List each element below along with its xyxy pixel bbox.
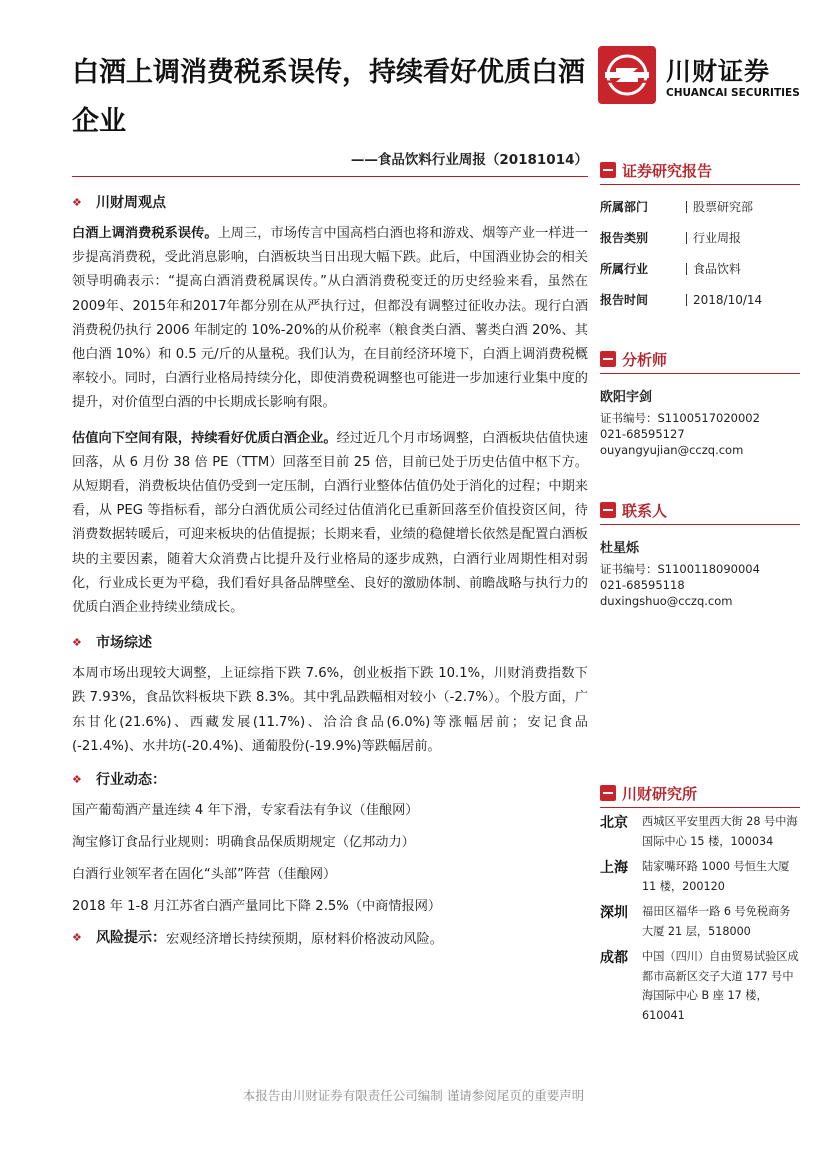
sidebar <box>600 158 800 1025</box>
contact-heading: 联系人 <box>600 498 800 522</box>
contact-name: 杜星烁 <box>600 541 640 556</box>
risk-text: 宏观经济增长持续预期，原材料价格波动风险。 <box>166 931 443 947</box>
heading-divider <box>600 184 800 185</box>
analyst-phone: 021-68595127 <box>600 427 685 441</box>
report-info-heading: 证券研究报告 <box>600 158 800 182</box>
institute-heading: 川财研究所 <box>600 781 800 805</box>
heading-divider <box>600 373 800 374</box>
view-paragraph-2 <box>72 427 588 621</box>
office-shanghai: 上海 陆家嘴环路 1000 号恒生大厦 11 楼，200120 <box>600 860 790 893</box>
contact-cert: 证书编号：S1100118090004 <box>600 562 760 576</box>
analyst-card <box>600 390 800 458</box>
news-item: 国产葡萄酒产量连续 4 年下滑，专家看法有争议（佳酿网） <box>72 803 419 819</box>
analyst-cert: 证书编号：S1100517020002 <box>600 411 760 425</box>
company-logo <box>598 46 798 106</box>
meta-row-department: 所属部门 股票研究部 <box>600 200 754 214</box>
title-divider <box>72 176 588 177</box>
diamond-bullet-icon: ❖ <box>72 772 82 786</box>
section-marker-icon <box>600 502 616 518</box>
logo-name-en: CHUANCAI SECURITIES <box>666 87 800 99</box>
view-p2-lead: 估值向下空间有限，持续看好优质白酒企业。 <box>72 430 337 446</box>
diamond-bullet-icon: ❖ <box>72 195 82 209</box>
analyst-name: 欧阳宇剑 <box>600 390 653 405</box>
logo-mark-icon <box>598 46 656 104</box>
market-paragraph: 本周市场出现较大调整，上证综指下跌 7.6%，创业板指下跌 10.1%，川财消费指数下跌 7.93%，食品饮料板块下跌 8.3%。其中乳品跌幅相对较小（-2.7%）。个股方面，广东甘化(21.6%)、西藏发展(11.7%)、洽洽食品(6.0%)等涨幅居前；安记食品(-21.4%)、水井坊(-20.4%)、通葡股份(-19.9%)等跌幅居前。 <box>72 666 588 754</box>
analyst-email[interactable]: ouyangyujian@cczq.com <box>600 443 744 457</box>
page-title: 白酒上调消费税系误传，持续看好优质白酒企业 <box>72 57 585 137</box>
heading-divider <box>600 807 800 808</box>
meta-row-date: 报告时间 2018/10/14 <box>600 292 763 307</box>
view-p1-body: 上周三，市场传言中国高档白酒也将和游戏、烟等产业一样进一步提高消费税，受此消息影响，白酒板块当日出现大幅下跌。此后，中国酒业协会的相关领导明确表示：“提高白酒消费税属误传。”从白酒消费税变迁的历史经验来看，虽然在2009年、2015年和2017年都分别在从严执行过，但都没有调整过征收办法。现行白酒消费税仍执行 2006 年制定的 10%-20%的从价税率（粮食类白酒、薯类白酒 20%、其他白酒 10%）和 0.5 元/斤的从量税。我们认为，在目前经济环境下，白酒上调消费税概率较小。同时，白酒行业格局持续分化，即使消费税调整也可能进一步加速行业集中度的提升，对价值型白酒的中长期成长影响有限。 <box>72 226 589 411</box>
section-marker-icon <box>600 351 616 367</box>
heading-divider <box>600 524 800 525</box>
contact-phone: 021-68595118 <box>600 578 685 592</box>
view-p2-body: 经过近几个月市场调整，白酒板块估值快速回落，从 6 月份 38 倍 PE（TTM）回落至目前 25 倍，目前已处于历史估值中枢下方。从短期看，消费板块估值仍受到一定压制，白酒行业整体估值仍处于消化的过程；中期来看，从 PEG 等指标看，部分白酒优质公司经过估值消化已重新回落至价值投资区间，待消费数据转暖后，可迎来板块的估值提振；长期来看，业绩的稳健增长依然是配置白酒板块的主要因素，随着大众消费占比提升及行业格局的逐步成熟，白酒行业周期性相对弱化，行业成长更为平稳，我们看好具备品牌壁垒、良好的激励体制、前瞻战略与执行力的优质白酒企业持续业绩成长。 <box>72 430 589 616</box>
news-item: 2018 年 1-8 月江苏省白酒产量同比下降 2.5%（中商情报网） <box>72 899 442 915</box>
contact-email[interactable]: duxingshuo@cczq.com <box>600 594 733 608</box>
news-item: 淘宝修订食品行业规则：明确食品保质期规定（亿邦动力） <box>72 835 415 851</box>
logo-name-cn: 川财证券 <box>666 57 771 86</box>
section-heading-market: ❖ 市场综述 <box>72 635 152 652</box>
section-marker-icon <box>600 162 616 178</box>
section-heading-risk: ❖ 风险提示： 宏观经济增长持续预期，原材料价格波动风险。 <box>72 925 588 949</box>
section-marker-icon <box>600 785 616 801</box>
section-heading-industry: ❖ 行业动态： <box>72 772 166 789</box>
office-chengdu: 成都 中国（四川）自由贸易试验区成都市高新区交子大道 177 号中海国际中心 B 座 17 楼，610041 <box>600 950 799 1022</box>
report-subtitle: ——食品饮料行业周报（20181014） <box>350 152 588 168</box>
office-shenzhen: 深圳 福田区福华一路 6 号免税商务大厦 21 层，518000 <box>600 905 791 938</box>
meta-row-industry: 所属行业 食品饮料 <box>600 262 742 276</box>
news-item: 白酒行业领军者在固化“头部”阵营（佳酿网） <box>72 867 337 883</box>
meta-row-type: 报告类别 行业周报 <box>600 231 742 245</box>
office-beijing: 北京 西城区平安里西大街 28 号中海国际中心 15 楼，100034 <box>600 815 798 848</box>
analyst-heading: 分析师 <box>600 347 800 371</box>
diamond-bullet-icon: ❖ <box>72 635 82 649</box>
view-paragraph-1 <box>72 222 588 416</box>
report-meta <box>600 191 800 315</box>
main-content <box>72 190 588 949</box>
page-footer: 本报告由川财证券有限责任公司编制 谨请参阅尾页的重要声明 <box>242 1088 585 1103</box>
diamond-bullet-icon: ❖ <box>72 930 82 944</box>
section-heading-view: ❖ 川财周观点 <box>72 195 166 211</box>
contact-card <box>600 541 800 609</box>
view-p1-lead: 白酒上调消费税系误传。 <box>72 226 218 241</box>
